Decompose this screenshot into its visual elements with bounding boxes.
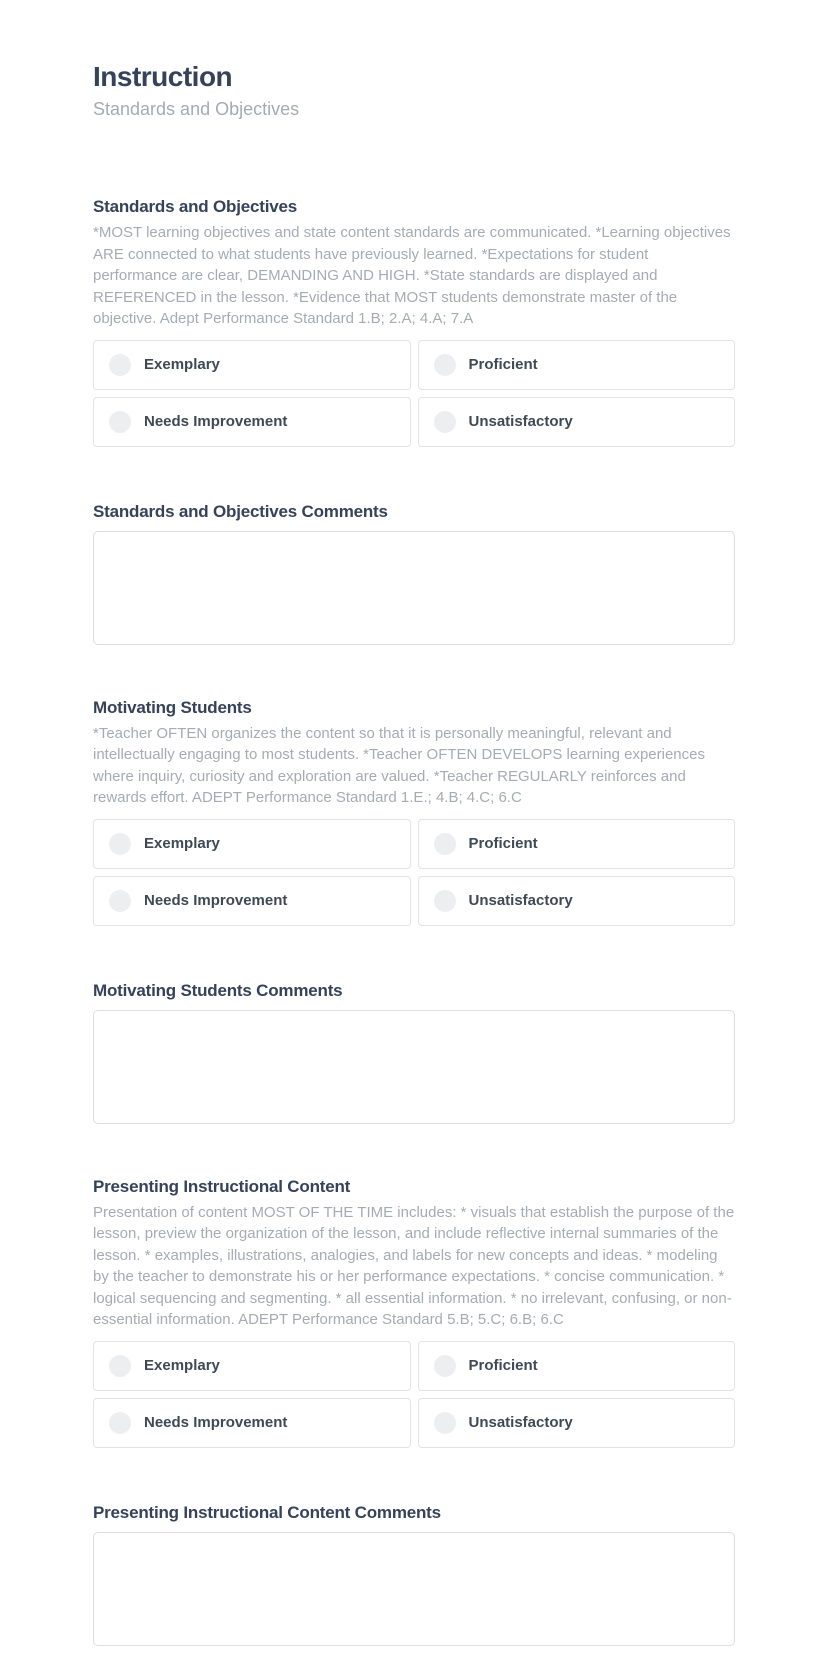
option-exemplary[interactable] xyxy=(93,340,411,390)
option-label: Exemplary xyxy=(144,1357,220,1374)
option-label: Proficient xyxy=(468,835,538,852)
comments-textarea[interactable] xyxy=(93,1532,735,1646)
page-header xyxy=(93,62,735,122)
radio-icon[interactable] xyxy=(434,1355,456,1377)
option-proficient[interactable] xyxy=(418,1341,736,1391)
question-description: *MOST learning objectives and state content standards are communicated. *Learning objectives ARE connected to what students have previously learned. *Expectations for student performance are clear, DEMANDING AND HIGH. *State standards are displayed and REFERENCED in the lesson. *Evidence that MOST students demonstrate master of the objective. Adept Performance Standard 1.B; 2.A; 4.A; 7.A xyxy=(93,224,731,327)
question-presenting-instructional-content xyxy=(93,1176,735,1448)
radio-icon[interactable] xyxy=(109,1355,131,1377)
option-proficient[interactable] xyxy=(418,340,736,390)
option-needs-improvement[interactable] xyxy=(93,397,411,447)
question-motivating-students xyxy=(93,697,735,926)
page-title: Instruction xyxy=(93,61,233,92)
comments-presenting-instructional-content xyxy=(93,1502,735,1646)
radio-icon[interactable] xyxy=(434,890,456,912)
comments-heading: Presenting Instructional Content Comments xyxy=(93,1502,441,1522)
form-container xyxy=(93,0,735,1646)
option-proficient[interactable] xyxy=(418,819,736,869)
radio-icon[interactable] xyxy=(434,411,456,433)
option-unsatisfactory[interactable] xyxy=(418,876,736,926)
option-label: Unsatisfactory xyxy=(468,413,573,430)
radio-icon[interactable] xyxy=(109,833,131,855)
radio-icon[interactable] xyxy=(109,411,131,433)
rating-options-group xyxy=(93,1341,735,1448)
option-exemplary[interactable] xyxy=(93,819,411,869)
radio-icon[interactable] xyxy=(109,1412,131,1434)
comments-textarea[interactable] xyxy=(93,531,735,645)
option-label: Needs Improvement xyxy=(144,892,288,909)
radio-icon[interactable] xyxy=(434,354,456,376)
comments-standards-and-objectives xyxy=(93,501,735,645)
question-heading: Standards and Objectives xyxy=(93,197,297,216)
option-label: Unsatisfactory xyxy=(468,892,573,909)
question-standards-and-objectives xyxy=(93,196,735,447)
radio-icon[interactable] xyxy=(109,354,131,376)
comments-heading: Standards and Objectives Comments xyxy=(93,501,388,521)
rating-options-group xyxy=(93,819,735,926)
option-label: Exemplary xyxy=(144,835,220,852)
option-unsatisfactory[interactable] xyxy=(418,397,736,447)
option-needs-improvement[interactable] xyxy=(93,1398,411,1448)
question-heading: Presenting Instructional Content xyxy=(93,1176,351,1196)
radio-icon[interactable] xyxy=(109,890,131,912)
question-description: Presentation of content MOST OF THE TIME includes: * visuals that establish the purpose of the lesson, preview the organization of the lesson, and include reflective internal summaries of the lesson. * examples, illustrations, analogies, and labels for new concepts and ideas. * modeling by the teacher to demonstrate his or her performance expectations. * concise communication. * logical sequencing and segmenting. * all essential information. * no irrelevant, confusing, or non- essential information. ADEPT Performance Standard 5.B; 5.C; 6.B; 6.C xyxy=(93,1203,735,1328)
comments-motivating-students xyxy=(93,980,735,1124)
comments-heading: Motivating Students Comments xyxy=(93,980,343,1000)
option-unsatisfactory[interactable] xyxy=(418,1398,736,1448)
rating-options-group xyxy=(93,340,735,447)
option-needs-improvement[interactable] xyxy=(93,876,411,926)
question-heading: Motivating Students xyxy=(93,697,252,717)
option-label: Unsatisfactory xyxy=(468,1414,573,1431)
option-label: Needs Improvement xyxy=(144,413,288,430)
question-description: *Teacher OFTEN organizes the content so that it is personally meaningful, relevant and intellectually engaging to most students. *Teacher OFTEN DEVELOPS learning experiences where inquiry, curiosity and exploration are valued. *Teacher REGULARLY reinforces and rewards effort. ADEPT Performance Standard 1.E.; 4.B; 4.C; 6.C xyxy=(93,724,705,806)
option-label: Proficient xyxy=(468,356,538,373)
option-label: Proficient xyxy=(468,1357,538,1374)
option-exemplary[interactable] xyxy=(93,1341,411,1391)
radio-icon[interactable] xyxy=(434,833,456,855)
option-label: Exemplary xyxy=(144,356,220,373)
radio-icon[interactable] xyxy=(434,1412,456,1434)
option-label: Needs Improvement xyxy=(144,1414,288,1431)
comments-textarea[interactable] xyxy=(93,1010,735,1124)
page-subtitle: Standards and Objectives xyxy=(93,99,300,119)
